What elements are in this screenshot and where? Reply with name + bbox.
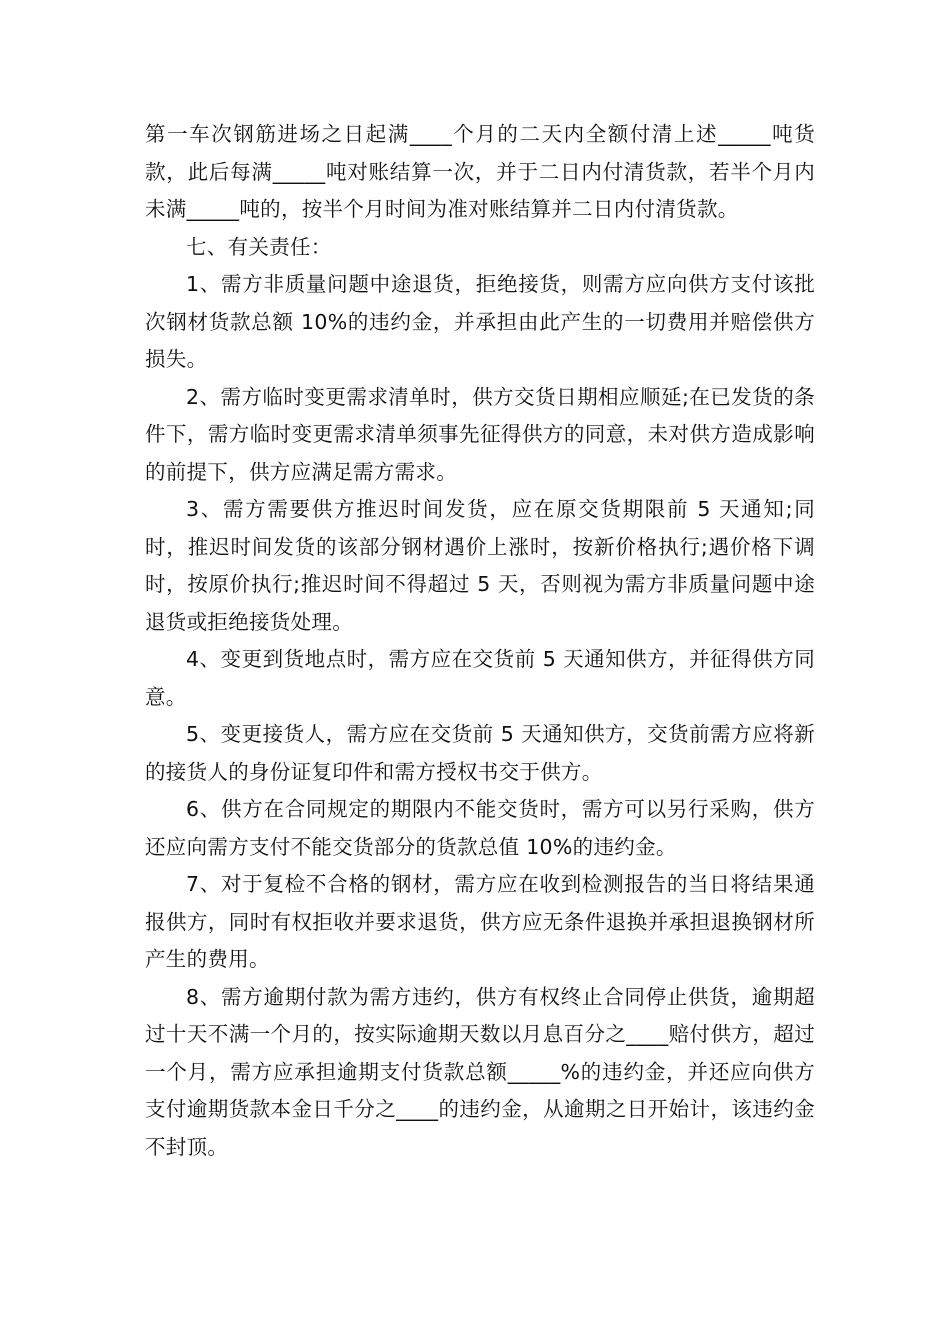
clause-3: 3、需方需要供方推迟时间发货，应在原交货期限前 5 天通知;同时，推迟时间发货的该部分钢材遇价上涨时，按新价格执行;遇价格下调时，按原价执行;推迟时间不得超过 5 天，否则视为需方非质量问题中途退货或拒绝接货处理。	[145, 497, 815, 634]
clause-1: 1、需方非质量问题中途退货，拒绝接货，则需方应向供方支付该批次钢材货款总额 10%的违约金，并承担由此产生的一切费用并赔偿供方损失。	[145, 272, 815, 371]
clause-6: 6、供方在合同规定的期限内不能交货时，需方可以另行采购，供方还应向需方支付不能交货部分的货款总值 10%的违约金。	[145, 797, 815, 859]
clause-7: 7、对于复检不合格的钢材，需方应在收到检测报告的当日将结果通报供方，同时有权拒收并要求退货，供方应无条件退换并承担退换钢材所产生的费用。	[145, 872, 815, 971]
document-body	[145, 116, 815, 1166]
paragraph-payment-terms: 第一车次钢筋进场之日起满____个月的二天内全额付清上述_____吨货款，此后每满_____吨对账结算一次，并于二日内付清货款，若半个月内未满_____吨的，按半个月时间为准对账结算并二日内付清货款。	[145, 122, 815, 221]
clause-2: 2、需方临时变更需求清单时，供方交货日期相应顺延;在已发货的条件下，需方临时变更需求清单须事先征得供方的同意，未对供方造成影响的前提下，供方应满足需方需求。	[145, 384, 815, 484]
clause-5: 5、变更接货人，需方应在交货前 5 天通知供方，交货前需方应将新的接货人的身份证复印件和需方授权书交于供方。	[145, 722, 815, 784]
clause-4: 4、变更到货地点时，需方应在交货前 5 天通知供方，并征得供方同意。	[145, 647, 815, 709]
clause-8: 8、需方逾期付款为需方违约，供方有权终止合同停止供货，逾期超过十天不满一个月的，按实际逾期天数以月息百分之____赔付供方，超过一个月，需方应承担逾期支付货款总额_____%的违约金，并还应向供方支付逾期货款本金日千分之____的违约金，从逾期之日开始计，该违约金不封顶。	[145, 984, 815, 1159]
section-heading-responsibilities: 七、有关责任：	[186, 234, 332, 259]
